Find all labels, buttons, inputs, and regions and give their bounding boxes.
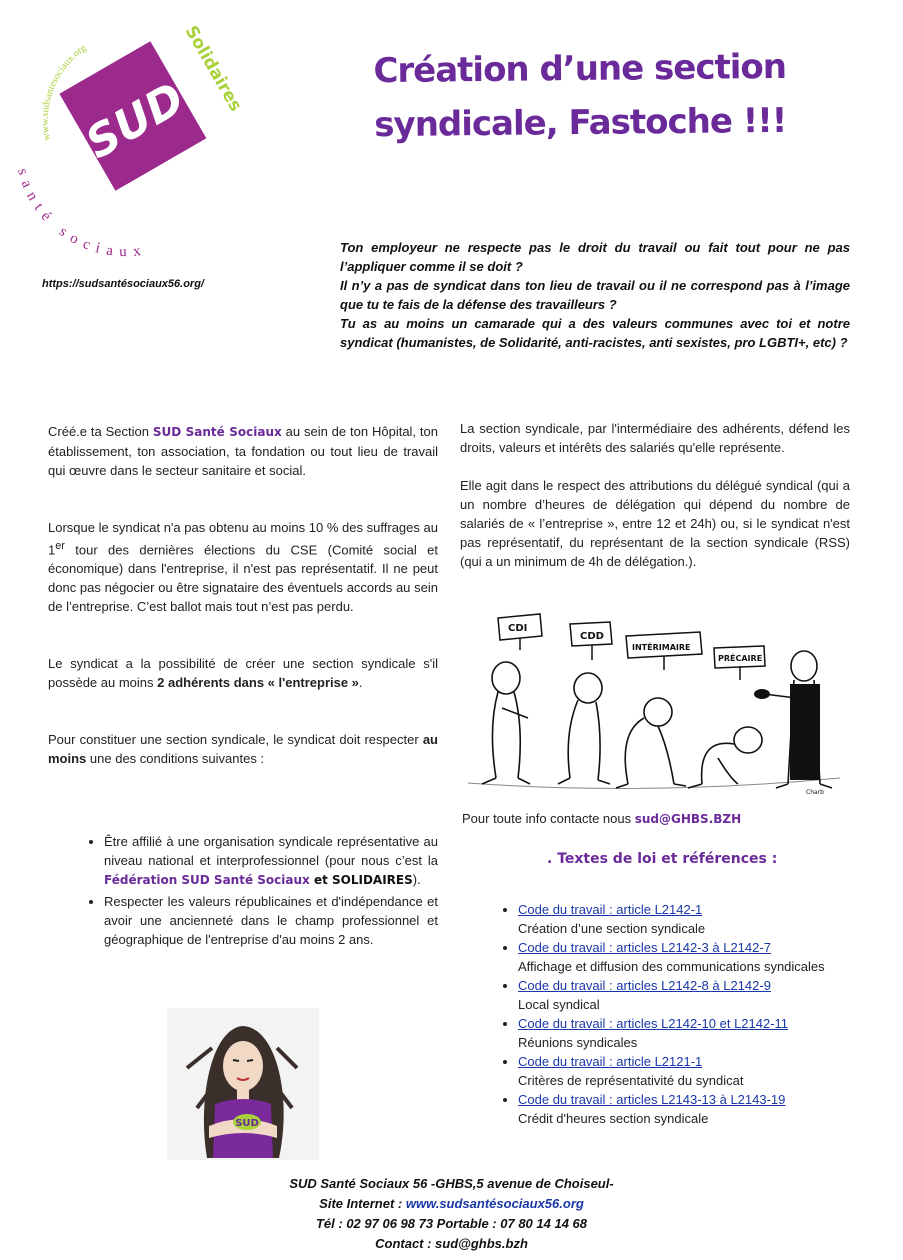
intro-q2: Il n’y a pas de syndicat dans ton lieu de travail ou il ne correspond pas à l’image que tu te fais de la défense des travailleurs ?	[340, 278, 850, 312]
list-item: • Code du travail : articles L2142-3 à L2142-7 Affichage et diffusion des communications syndicales	[518, 938, 868, 976]
right-paragraph-1: La section syndicale, par l'intermédiaire des adhérents, défend les droits, valeurs et intérêts des salariés qu'elle représente.	[460, 421, 850, 455]
footer	[0, 1174, 903, 1254]
page-title	[359, 40, 800, 153]
logo-circle-text: www.sudsantesociaux.org	[39, 42, 89, 142]
list-item: • Être affilié à une organisation syndicale représentative au niveau national et interprofessionnel (pour nous c’est la Fédération SUD Santé Sociaux et SOLIDAIRES).	[104, 832, 438, 890]
conditions-list	[70, 832, 438, 951]
list-item: • Code du travail : article L2142-1 Création d’une section syndicale	[518, 900, 868, 938]
logo-main-text: SUD	[77, 72, 193, 170]
references-title: . Textes de loi et références :	[547, 851, 778, 867]
cartoon-illustration	[468, 608, 840, 800]
sign-cdd: CDD	[580, 631, 604, 642]
title-line-2: syndicale, Fastoche !!!	[374, 100, 787, 146]
ref-link[interactable]: Code du travail : articles L2142-10 et L2142-11	[518, 1016, 789, 1031]
sign-interimaire: INTÉRIMAIRE	[632, 643, 691, 652]
ref-link[interactable]: Code du travail : articles L2142-8 à L2142-9	[518, 978, 771, 993]
girl-illustration	[167, 1008, 319, 1160]
brand-name: SUD Santé Sociaux	[152, 425, 282, 439]
footer-contact: Contact : sud@ghbs.bzh	[375, 1236, 528, 1251]
footer-phones: Tél : 02 97 06 98 73 Portable : 07 80 14 14 68	[315, 1216, 587, 1231]
intro-questions	[340, 238, 850, 352]
contact-email[interactable]: sud@GHBS.BZH	[634, 812, 742, 826]
left-column	[48, 422, 438, 768]
footer-website: Site Internet : www.sudsantésociaux56.org	[319, 1196, 584, 1211]
intro-q3: Tu as au moins un camarade qui a des valeurs communes avec toi et notre syndicat (humanistes, de Solidarité, anti-racistes, anti sexistes, pro LGBTI+, etc) ?	[340, 316, 850, 350]
list-item: • Code du travail : article L2121-1 Critères de représentativité du syndicat	[518, 1052, 868, 1090]
ref-link[interactable]: Code du travail : articles L2143-13 à L2143-19	[518, 1092, 786, 1107]
sud-logo	[10, 10, 250, 260]
right-column	[460, 419, 850, 571]
cartoon-signature: Charb	[806, 789, 824, 796]
left-paragraph-1: Créé.e ta Section SUD Santé Sociaux au sein de ton Hôpital, ton établissement, ton association, ta fondation ou tout lieu de travail qui œuvre dans le secteur sanitaire et social.	[48, 424, 438, 478]
footer-website-link[interactable]: www.sudsantésociaux56.org	[405, 1196, 584, 1211]
ref-link[interactable]: Code du travail : article L2121-1	[518, 1054, 703, 1069]
girl-shirt-text: SUD	[235, 1118, 259, 1129]
list-item: • Respecter les valeurs républicaines et d'indépendance et avoir une ancienneté dans le champ professionnel et géographique de l'entreprise d'au moins 2 ans.	[104, 892, 438, 949]
list-item: • Code du travail : articles L2143-13 à L2143-19 Crédit d'heures section syndicale	[518, 1090, 868, 1128]
list-item: • Code du travail : articles L2142-8 à L2142-9 Local syndical	[518, 976, 868, 1014]
left-paragraph-4: Pour constituer une section syndicale, le syndicat doit respecter au moins une des conditions suivantes :	[48, 732, 438, 767]
contact-line: Pour toute info contacte nous sud@GHBS.BZH	[462, 811, 742, 826]
title-line-1: Création d’une section	[373, 46, 787, 92]
sign-cdi: CDI	[508, 623, 528, 634]
intro-q1: Ton employeur ne respecte pas le droit du travail ou fait tout pour ne pas l’appliquer comme il se doit ?	[340, 240, 850, 274]
logo-ring-text: santé sociaux	[13, 166, 149, 260]
ref-link[interactable]: Code du travail : article L2142-1	[518, 902, 703, 917]
left-paragraph-3: Le syndicat a la possibilité de créer une section syndicale s'il possède au moins 2 adhérents dans « l'entreprise ».	[48, 656, 438, 691]
list-item: • Code du travail : articles L2142-10 et L2142-11 Réunions syndicales	[518, 1014, 868, 1052]
references-list	[488, 900, 868, 1128]
logo-side-text: Solidaires	[180, 22, 246, 115]
sign-precaire: PRÉCAIRE	[718, 654, 763, 663]
site-url[interactable]: https://sudsantésociaux56.org/	[42, 278, 204, 290]
left-paragraph-2: Lorsque le syndicat n'a pas obtenu au moins 10 % des suffrages au 1er tour des dernières élections du CSE (Comité social et économique) dans l'entreprise, il n'est pas représentatif. Il ne peut donc pas négocier ou être signataire des éventuels accords au sein de l’entreprise. C’est ballot mais tout n’est pas perdu.	[48, 520, 438, 615]
ref-link[interactable]: Code du travail : articles L2142-3 à L2142-7	[518, 940, 771, 955]
right-paragraph-2: Elle agit dans le respect des attributions du délégué syndical (qui a un nombre d’heures de délégation qui dépend du nombre de salariés de « l’entreprise », entre 12 et 24h) ou, si le syndicat n'est pas représentatif, du représentant de la section syndicale (RSS) (qui a un minimum de 4h de délégation.).	[460, 478, 850, 569]
footer-address: SUD Santé Sociaux 56 -GHBS,5 avenue de Choiseul-	[289, 1176, 614, 1191]
